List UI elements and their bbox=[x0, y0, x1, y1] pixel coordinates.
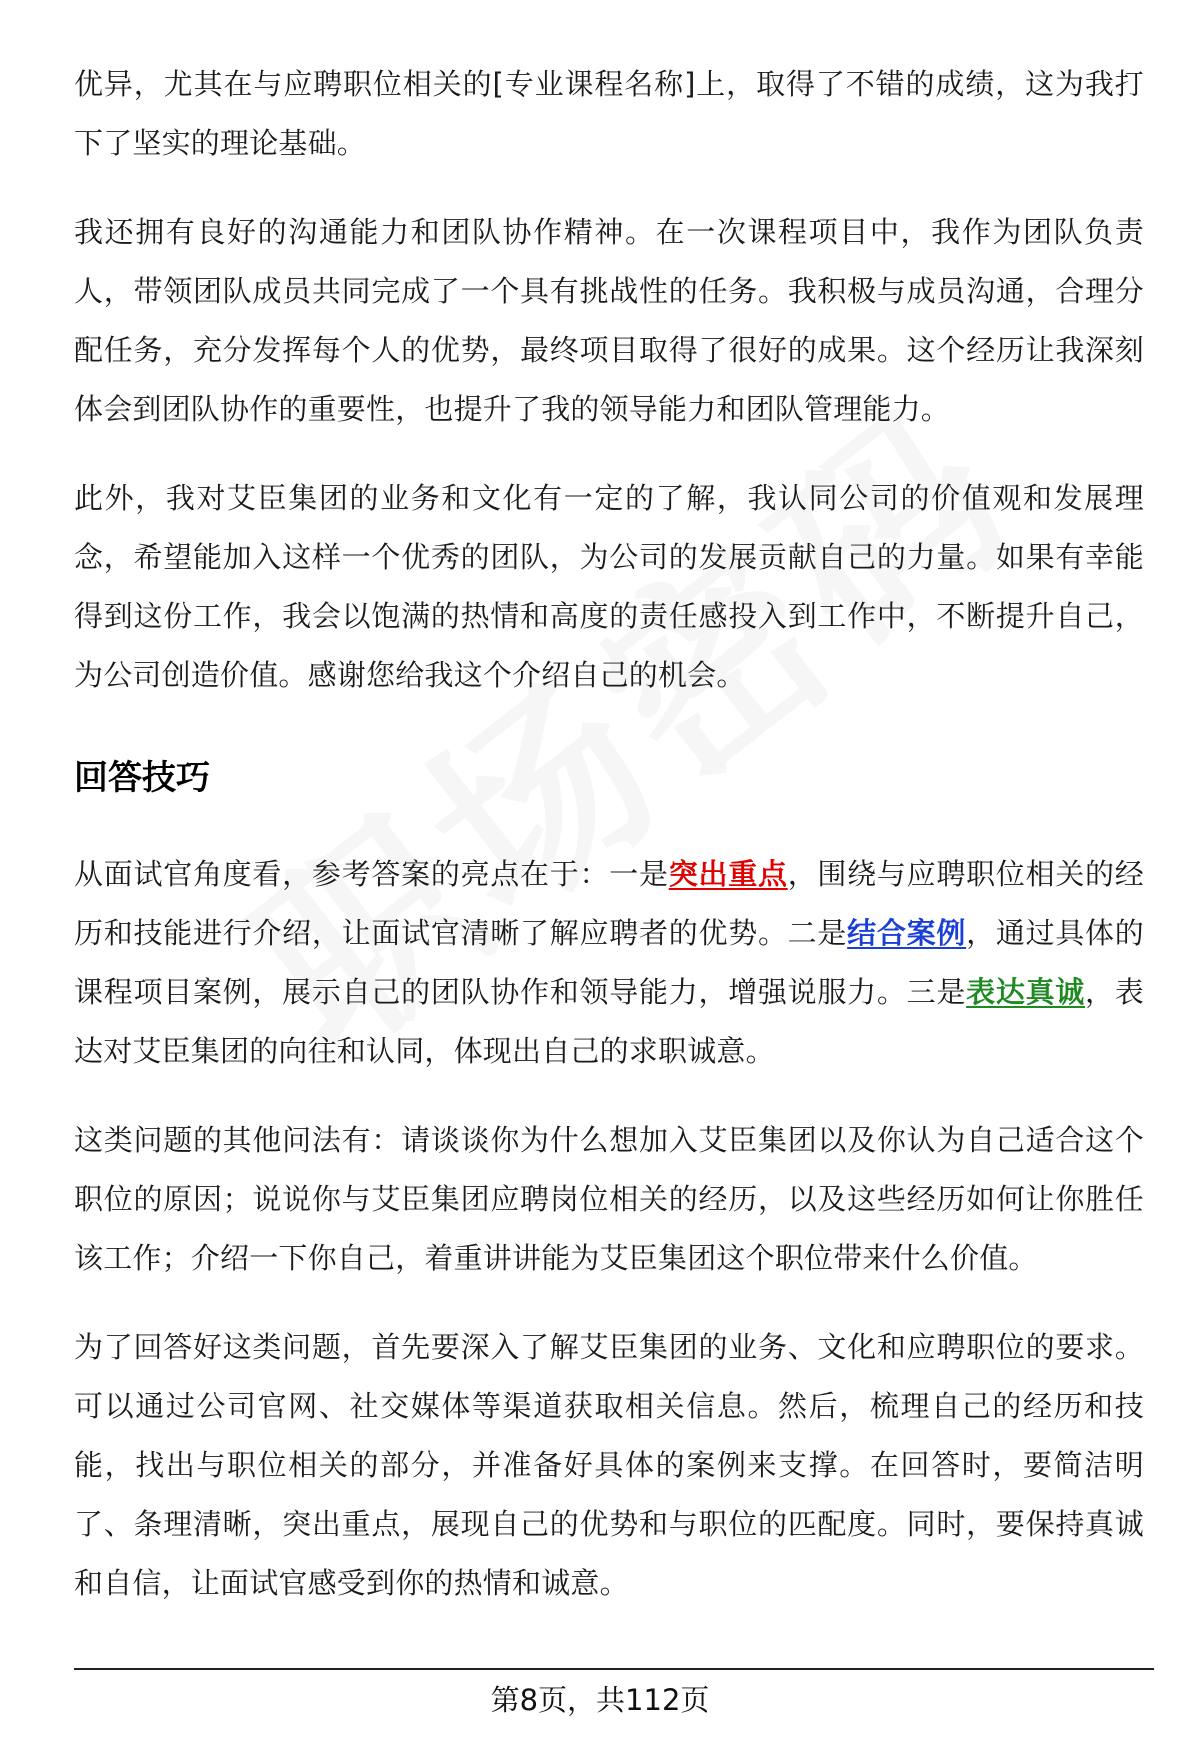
section-heading: 回答技巧 bbox=[74, 758, 210, 798]
tips-text: ，围绕与应聘职位相关的经历和技能进行介绍，让面试官清晰了解应聘者的优势。二是 bbox=[74, 857, 1144, 950]
footer-divider bbox=[74, 1668, 1154, 1670]
document-page bbox=[74, 55, 1144, 1643]
paragraph: 这类问题的其他问法有：请谈谈你为什么想加入艾臣集团以及你认为自己适合这个职位的原因；说说你与艾臣集团应聘岗位相关的经历，以及这些经历如何让你胜任该工作；介绍一下你自己，着重讲讲能为艾臣集团这个职位带来什么价值。 bbox=[74, 1123, 1144, 1275]
paragraph: 优异，尤其在与应聘职位相关的[专业课程名称]上，取得了不错的成绩，这为我打下了坚实的理论基础。 bbox=[74, 67, 1144, 160]
page-number: 第8页，共112页 bbox=[490, 1683, 710, 1717]
paragraph: 我还拥有良好的沟通能力和团队协作精神。在一次课程项目中，我作为团队负责人，带领团队成员共同完成了一个具有挑战性的任务。我积极与成员沟通，合理分配任务，充分发挥每个人的优势，最终项目取得了很好的成果。这个经历让我深刻体会到团队协作的重要性，也提升了我的领导能力和团队管理能力。 bbox=[74, 215, 1144, 426]
highlight-keyword-1: 突出重点 bbox=[668, 857, 788, 891]
highlight-keyword-2: 结合案例 bbox=[847, 916, 967, 950]
paragraph: 为了回答好这类问题，首先要深入了解艾臣集团的业务、文化和应聘职位的要求。可以通过公司官网、社交媒体等渠道获取相关信息。然后，梳理自己的经历和技能，找出与职位相关的部分，并准备好具体的案例来支撑。在回答时，要简洁明了、条理清晰，突出重点，展现自己的优势和与职位的匹配度。同时，要保持真诚和自信，让面试官感受到你的热情和诚意。 bbox=[74, 1330, 1144, 1600]
tips-text: 从面试官角度看，参考答案的亮点在于：一是 bbox=[74, 857, 669, 891]
tips-text: ，通过具体的课程项目案例，展示自己的团队协作和领导能力，增强说服力。三是 bbox=[74, 916, 1144, 1009]
highlight-keyword-3: 表达真诚 bbox=[966, 975, 1086, 1009]
tips-paragraph bbox=[74, 845, 1144, 1081]
tips-text: ，表达对艾臣集团的向往和认同，体现出自己的求职诚意。 bbox=[74, 975, 1144, 1068]
paragraph: 此外，我对艾臣集团的业务和文化有一定的了解，我认同公司的价值观和发展理念，希望能加入这样一个优秀的团队，为公司的发展贡献自己的力量。如果有幸能得到这份工作，我会以饱满的热情和高度的责任感投入到工作中，不断提升自己，为公司创造价值。感谢您给我这个介绍自己的机会。 bbox=[74, 481, 1144, 692]
